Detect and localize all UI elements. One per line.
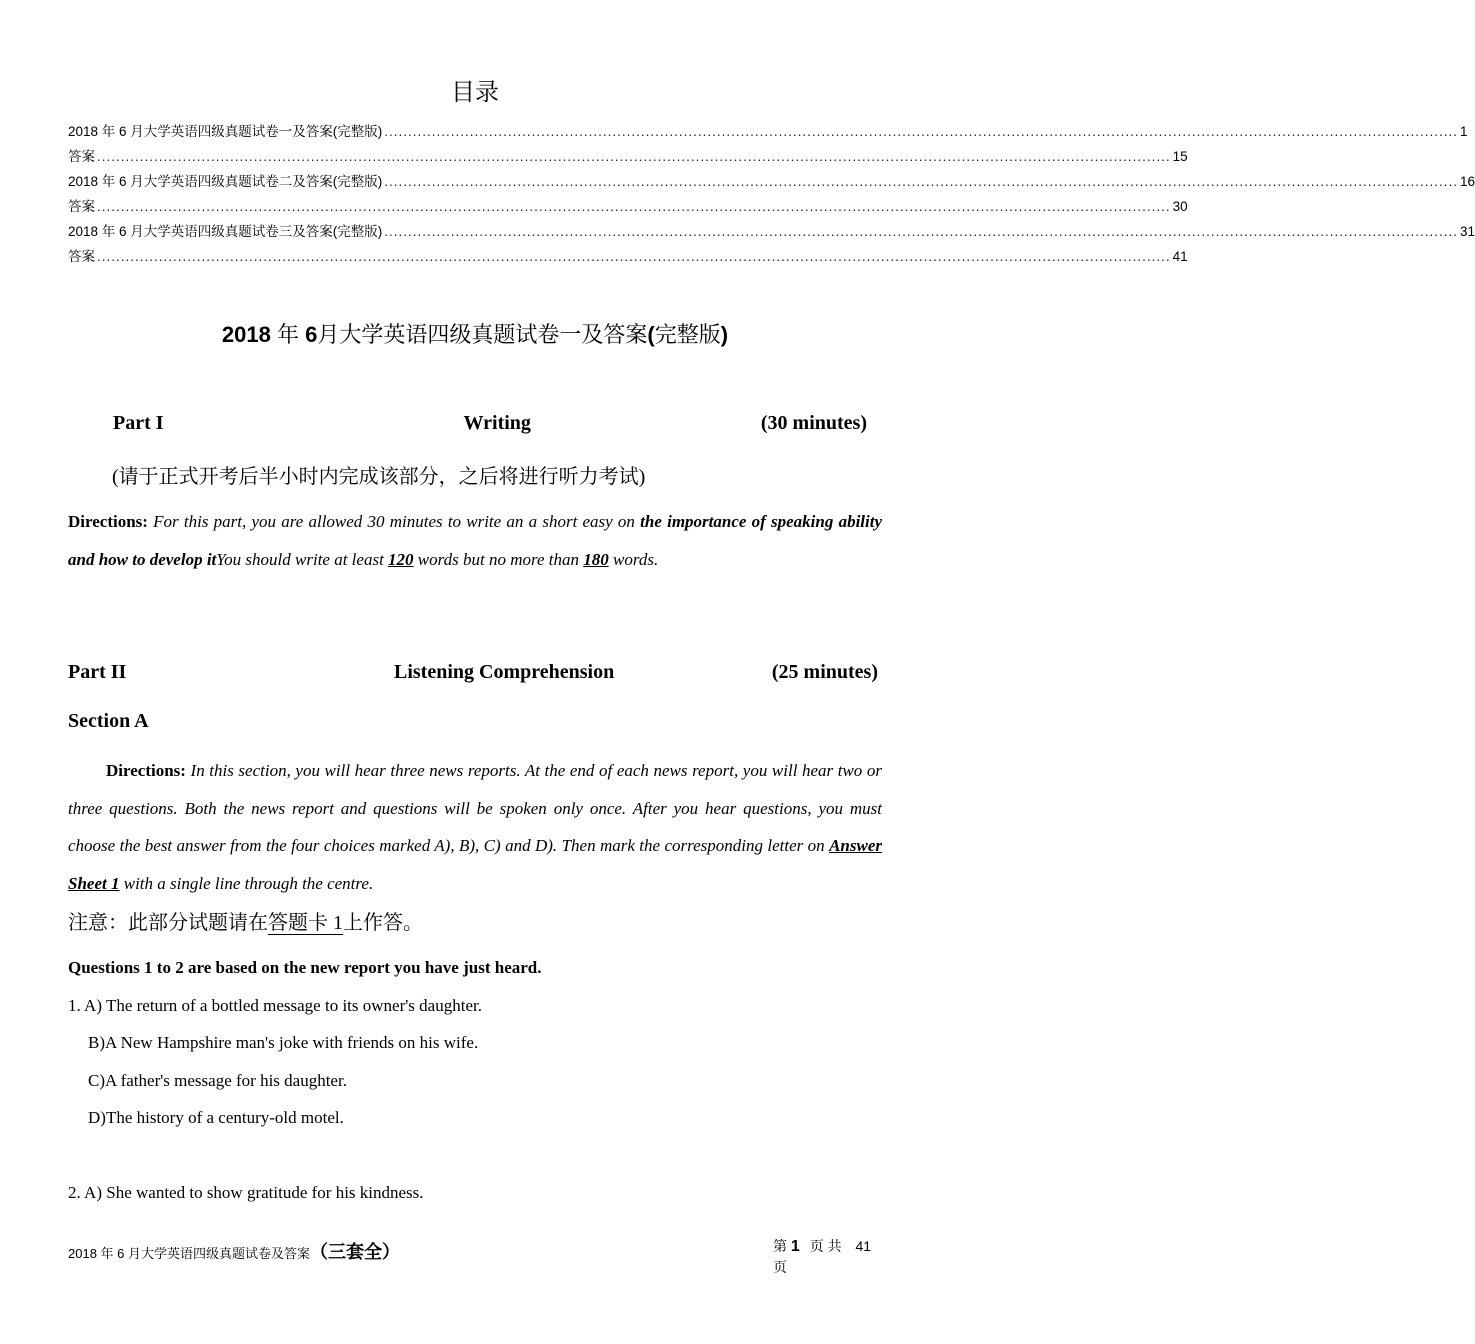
directions-text: For this part, you are allowed 30 minutes to write an a short easy on [153, 512, 635, 531]
part2-label: Part II [68, 661, 127, 683]
part1-name: Writing [463, 412, 531, 434]
table-of-contents [68, 120, 1475, 270]
question-1-option-b: B)A New Hampshire man's joke with friends on his wife. [88, 1033, 479, 1052]
toc-leader: .................................................................................................................................................................................................................................. [384, 124, 1458, 139]
part2-name: Listening Comprehension [393, 661, 615, 683]
toc-entry-page: 41 [1172, 249, 1188, 264]
toc-entry[interactable] [68, 245, 1188, 270]
toc-leader: .................................................................................................................................................................................................................................. [97, 149, 1171, 164]
part2-directions [68, 752, 882, 902]
directions-text: You should write at least [216, 549, 384, 569]
part2-header [68, 661, 878, 684]
title-month: 6 [305, 322, 318, 347]
toc-entry-text: 答案 [68, 199, 95, 214]
max-words: 180 [583, 549, 609, 569]
title-cn-complete: 完整版 [654, 322, 721, 347]
note-suffix: 上作答。 [343, 912, 423, 934]
directions-text: words but no more than [417, 549, 579, 569]
toc-leader: .................................................................................................................................................................................................................................. [384, 224, 1458, 239]
min-words: 120 [388, 549, 414, 569]
toc-entry-text: 答案 [68, 249, 95, 264]
title-paren-open: ( [647, 322, 655, 347]
toc-entry-text: 2018 年 6 月大学英语四级真题试卷二及答案(完整版) [68, 174, 383, 189]
toc-entry[interactable] [68, 120, 1468, 145]
directions-text: words. [613, 549, 659, 569]
question-2-option-a: 2. A) She wanted to show gratitude for his kindness. [68, 1183, 424, 1202]
questions-heading: Questions 1 to 2 are based on the new report you have just heard. [68, 958, 542, 977]
footer-title-text: 2018 年 6 月大学英语四级真题试卷及答案 [68, 1246, 310, 1261]
part1-directions [68, 503, 882, 578]
part1-time: (30 minutes) [760, 412, 867, 434]
section-a-heading: Section A [68, 710, 149, 732]
answer-note [68, 906, 423, 935]
question-1-option-c: C)A father's message for his daughter. [88, 1071, 347, 1090]
toc-leader: .................................................................................................................................................................................................................................. [384, 174, 1458, 189]
toc-entry-page: 31 [1459, 224, 1475, 239]
directions-label: Directions: [68, 512, 148, 531]
toc-entry[interactable] [68, 220, 1475, 245]
toc-entry-page: 1 [1459, 124, 1468, 139]
toc-entry-page: 15 [1172, 149, 1188, 164]
directions-label: Directions: [106, 761, 186, 780]
page-prefix: 第 [773, 1238, 787, 1254]
note-answer-sheet: 答题卡 1 [268, 912, 343, 934]
title-cn-main: 月大学英语四级真题试卷一及答案 [317, 322, 648, 347]
title-year: 2018 [221, 322, 271, 347]
title-cn-year: 年 [277, 322, 300, 347]
part2-time: (25 minutes) [771, 661, 878, 683]
page-suffix: 页 [773, 1259, 787, 1275]
toc-entry-text: 答案 [68, 149, 95, 164]
toc-entry-page: 16 [1459, 174, 1475, 189]
question-1-option-a: 1. A) The return of a bottled message to its owner's daughter. [68, 996, 482, 1015]
directions-text: with a single line through the centre. [123, 873, 374, 893]
title-paren-close: ) [720, 322, 729, 347]
page-total: 41 [855, 1238, 872, 1254]
footer-title-bold: （三套全） [310, 1242, 400, 1262]
part1-label: Part I [113, 412, 164, 434]
toc-title: 目录 [451, 80, 499, 106]
directions-text: In this section, you will hear three news reports. At the end of each news report, you will hear two or three questions. Both the news report and questions will be spoken only once. After you hear questions, you must choose the best answer from the four choices marked A), B), C) and D). Then mark the corresponding letter on [68, 761, 882, 855]
part1-header [113, 412, 867, 435]
part1-note: (请于正式开考后半小时内完成该部分，之后将进行听力考试) [112, 466, 646, 488]
toc-leader: .................................................................................................................................................................................................................................. [97, 199, 1171, 214]
toc-entry[interactable] [68, 195, 1188, 220]
answer-sheet-ref: Answer Sheet 1 [68, 836, 882, 893]
footer-title [68, 1238, 400, 1264]
page-number [773, 1236, 887, 1277]
writing-topic: the importance of speaking ability and how to develop it [68, 512, 883, 569]
toc-leader: .................................................................................................................................................................................................................................. [97, 249, 1171, 264]
toc-entry[interactable] [68, 170, 1475, 195]
document-title [0, 318, 950, 349]
toc-entry-text: 2018 年 6 月大学英语四级真题试卷三及答案(完整版) [68, 224, 383, 239]
page-current: 1 [790, 1238, 800, 1255]
toc-entry-text: 2018 年 6 月大学英语四级真题试卷一及答案(完整版) [68, 124, 383, 139]
question-1-option-d: D)The history of a century-old motel. [88, 1108, 344, 1127]
toc-entry-page: 30 [1172, 199, 1188, 214]
toc-entry[interactable] [68, 145, 1188, 170]
note-prefix: 注意：此部分试题请在 [68, 912, 268, 934]
page-mid: 页 共 [809, 1238, 842, 1254]
